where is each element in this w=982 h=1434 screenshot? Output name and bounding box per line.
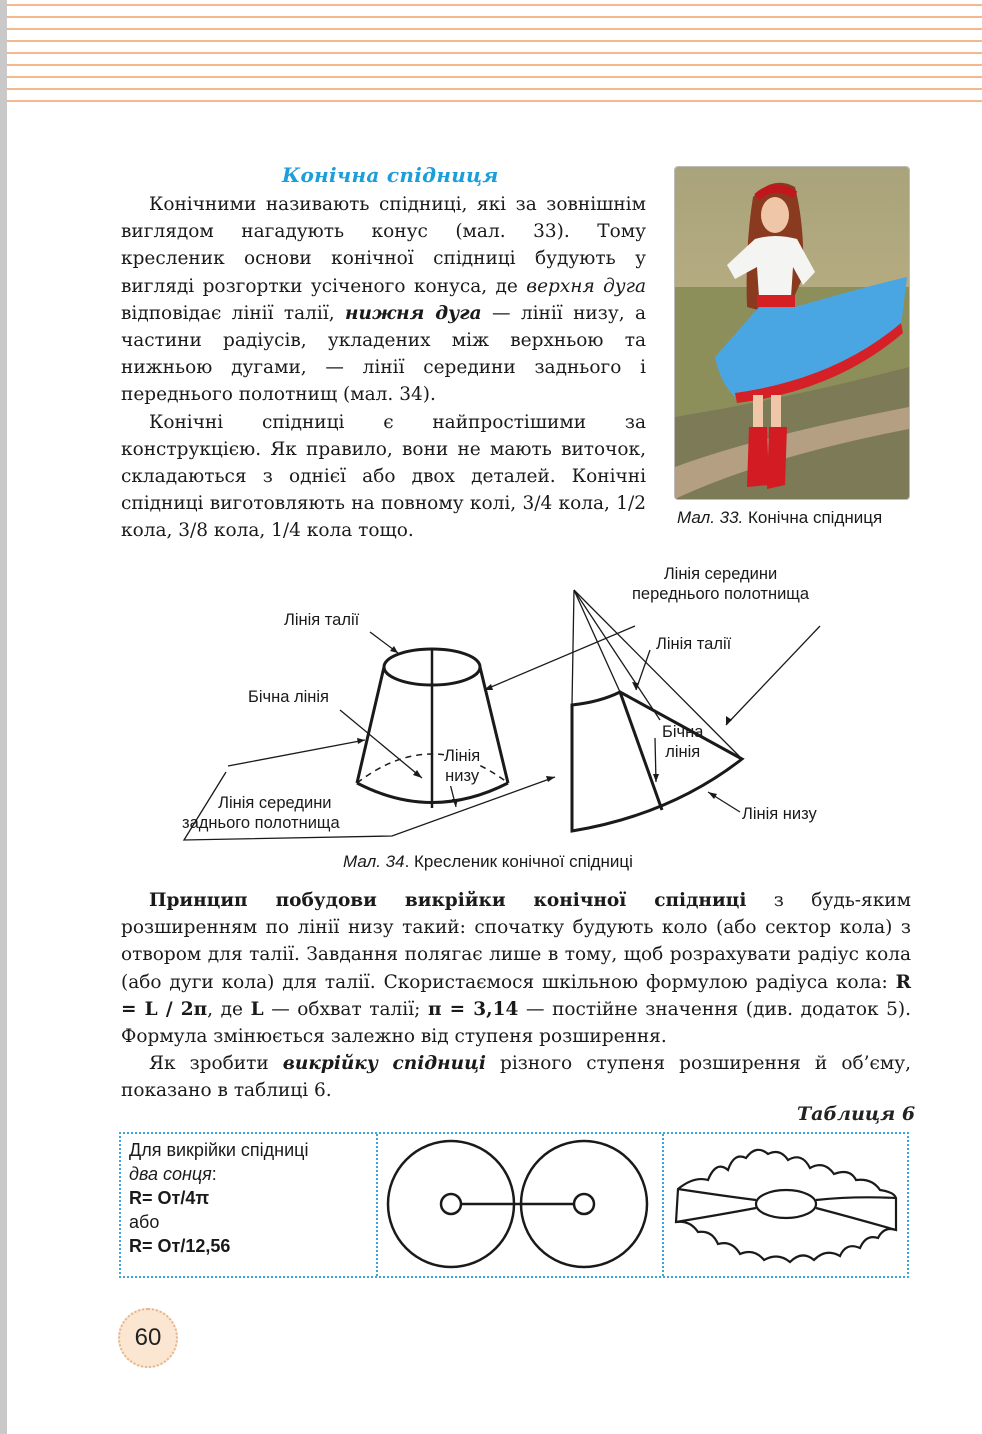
- intro-paragraph-2: Конічні спідниці є найпростішими за конструкцією. Як правило, вони не мають виточок, складаються з однієї або двох деталей. Конічні спідниці виготовляють на повному колі, 3/4 кола, 1/2 кола, 3/8 кола, 1/4 кола тощо.: [121, 411, 646, 542]
- skirt-photo: [674, 166, 910, 500]
- cone-skirt-diagram: [160, 560, 880, 850]
- label-right-waist: Лінія талії: [656, 635, 732, 653]
- header-stripes: [7, 0, 982, 110]
- page-number: 60: [118, 1308, 178, 1368]
- intro-text: [121, 191, 646, 545]
- label-right-hem: Лінія низу: [742, 805, 817, 823]
- intro-paragraph-1: Конічними називають спідниці, які за зовнішнім виглядом нагадують конус (мал. 33). Тому кресленик основи конічної спідниці будують у вигляді розгортки усіченого конуса, де верхня дуга відповідає лінії талії, нижня дуга — лінії низу, а частини радіусів, укладених між верхньою та нижньою дугами, — лінії середини заднього і переднього полотнищ (мал. 34).: [121, 194, 646, 406]
- table-intro-paragraph: Як зробити викрійку спідниці різного ступеня розширення й об’єму, показано в таблиці 6.: [121, 1053, 911, 1102]
- principle-paragraph: Принцип побудови викрійки конічної спідниці з будь-яким розширенням по лінії низу такий: спочатку будують коло (або сектор кола) з отвором для талії. Завдання полягає лише в тому, щоб розрахувати радіус кола (або дуги кола) для талії. Скористаємося шкільною формулою радіуса кола: R = L / 2π, де L — обхват талії; π = 3,14 — постійне значення (див. додаток 5). Формула змінюється залежно від ступеня розширення.: [121, 890, 911, 1048]
- ruffled-skirt-sketch: [664, 1134, 907, 1276]
- table-title: Таблиця 6: [797, 1103, 916, 1125]
- two-suns-pattern: [378, 1134, 662, 1276]
- label-left-hem: Лінія низу: [444, 747, 481, 785]
- label-left-waist: Лінія талії: [284, 611, 360, 629]
- photo-caption: Мал. 33. Конічна спідниця: [677, 508, 883, 527]
- formula-cell: Для викрійки спідниці два сонця: R= Oт/4π або R= Oт/12,56: [129, 1140, 309, 1256]
- label-right-side: Бічна лінія: [662, 723, 704, 761]
- label-left-side: Бічна лінія: [248, 688, 329, 706]
- pattern-table: [119, 1132, 909, 1278]
- label-back-center: Лінія середини заднього полотнища: [182, 794, 340, 832]
- label-front-center: Лінія середини переднього полотнища: [632, 565, 810, 603]
- page-edge: [0, 0, 7, 1434]
- section-title: Конічна спідниця: [282, 163, 499, 187]
- diagram-caption: Мал. 34. Кресленик конічної спідниці: [343, 852, 633, 871]
- principle-text: [121, 887, 911, 1105]
